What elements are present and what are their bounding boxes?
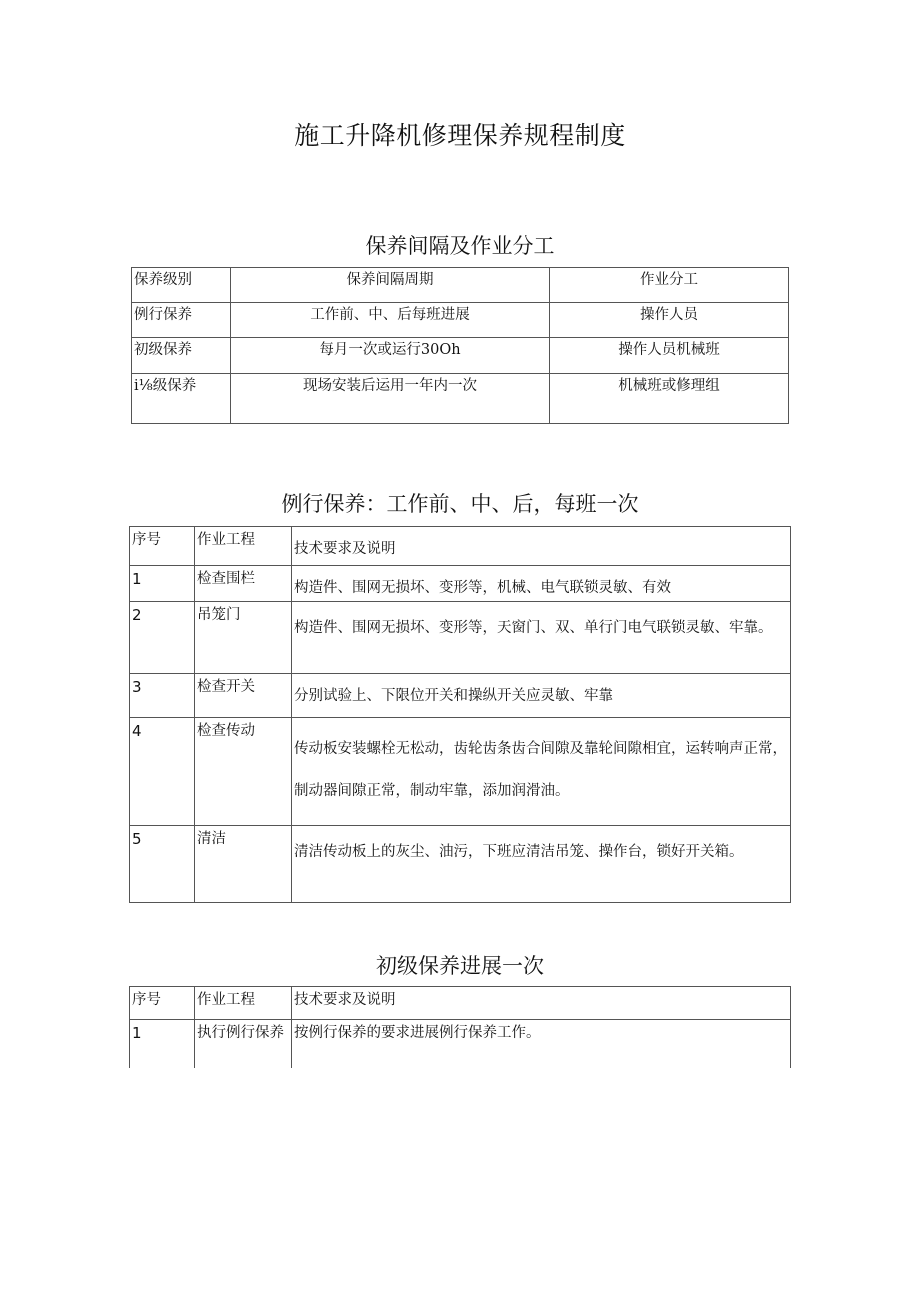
- table-row: [130, 718, 791, 826]
- table-header-row: [132, 268, 789, 303]
- table-cell: 3: [130, 674, 195, 718]
- table-cell: 检查传动: [195, 718, 292, 826]
- table-header-row: [130, 987, 791, 1020]
- table-cell: 机械班或修理组: [550, 374, 789, 424]
- header-cell: 保养级别: [132, 268, 231, 303]
- table-cell: 操作人员: [550, 303, 789, 338]
- table-cell: 构造件、围网无损坏、变形等，天窗门、双、单行门电气联锁灵敏、牢靠。: [292, 602, 791, 674]
- routine-maintenance-table: [129, 526, 791, 903]
- section3-heading: 初级保养进展一次: [376, 954, 544, 978]
- table-cell: 工作前、中、后每班进展: [231, 303, 550, 338]
- header-cell: 技术要求及说明: [292, 527, 791, 566]
- table-cell: 1: [130, 566, 195, 602]
- table-cell: 1: [130, 1020, 195, 1068]
- table-row: [132, 303, 789, 338]
- section2-heading: 例行保养：工作前、中、后，每班一次: [281, 492, 639, 516]
- table-cell: 操作人员机械班: [550, 338, 789, 374]
- table-cell: 传动板安装螺栓无松动，齿轮齿条齿合间隙及靠轮间隙相宜，运转响声正常，制动器间隙正常，制动牢靠，添加润滑油。: [292, 718, 791, 826]
- table-cell: 4: [130, 718, 195, 826]
- table-row: [130, 602, 791, 674]
- table-row: [130, 674, 791, 718]
- document-title: 施工升降机修理保养规程制度: [294, 121, 626, 150]
- table-cell: 现场安装后运用一年内一次: [231, 374, 550, 424]
- table-row: [132, 338, 789, 374]
- header-cell: 序号: [130, 527, 195, 566]
- table-cell: i⅛级保养: [132, 374, 231, 424]
- header-cell: 序号: [130, 987, 195, 1020]
- table-cell: 清洁传动板上的灰尘、油污，下班应清洁吊笼、操作台，锁好开关箱。: [292, 826, 791, 903]
- header-cell: 保养间隔周期: [231, 268, 550, 303]
- table-row: [130, 566, 791, 602]
- maintenance-interval-table: [131, 267, 789, 424]
- table-row: [130, 826, 791, 903]
- table-cell: 例行保养: [132, 303, 231, 338]
- section1-heading: 保养间隔及作业分工: [365, 234, 555, 258]
- table-cell: 5: [130, 826, 195, 903]
- table-row: [132, 374, 789, 424]
- header-cell: 作业分工: [550, 268, 789, 303]
- table-row: [130, 1020, 791, 1068]
- table-cell: 每月一次或运行30Oh: [231, 338, 550, 374]
- table-cell: 构造件、围网无损坏、变形等，机械、电气联锁灵敏、有效: [292, 566, 791, 602]
- initial-maintenance-table: [129, 986, 791, 1068]
- table-cell: 2: [130, 602, 195, 674]
- table-cell: 清洁: [195, 826, 292, 903]
- table-cell: 检查开关: [195, 674, 292, 718]
- header-cell: 作业工程: [195, 987, 292, 1020]
- table-cell: 按例行保养的要求进展例行保养工作。: [292, 1020, 791, 1068]
- table-cell: 初级保养: [132, 338, 231, 374]
- table-cell: 执行例行保养: [195, 1020, 292, 1068]
- table-header-row: [130, 527, 791, 566]
- table-cell: 分别试验上、下限位开关和操纵开关应灵敏、牢靠: [292, 674, 791, 718]
- table-cell: 吊笼门: [195, 602, 292, 674]
- table-cell: 检查围栏: [195, 566, 292, 602]
- header-cell: 作业工程: [195, 527, 292, 566]
- header-cell: 技术要求及说明: [292, 987, 791, 1020]
